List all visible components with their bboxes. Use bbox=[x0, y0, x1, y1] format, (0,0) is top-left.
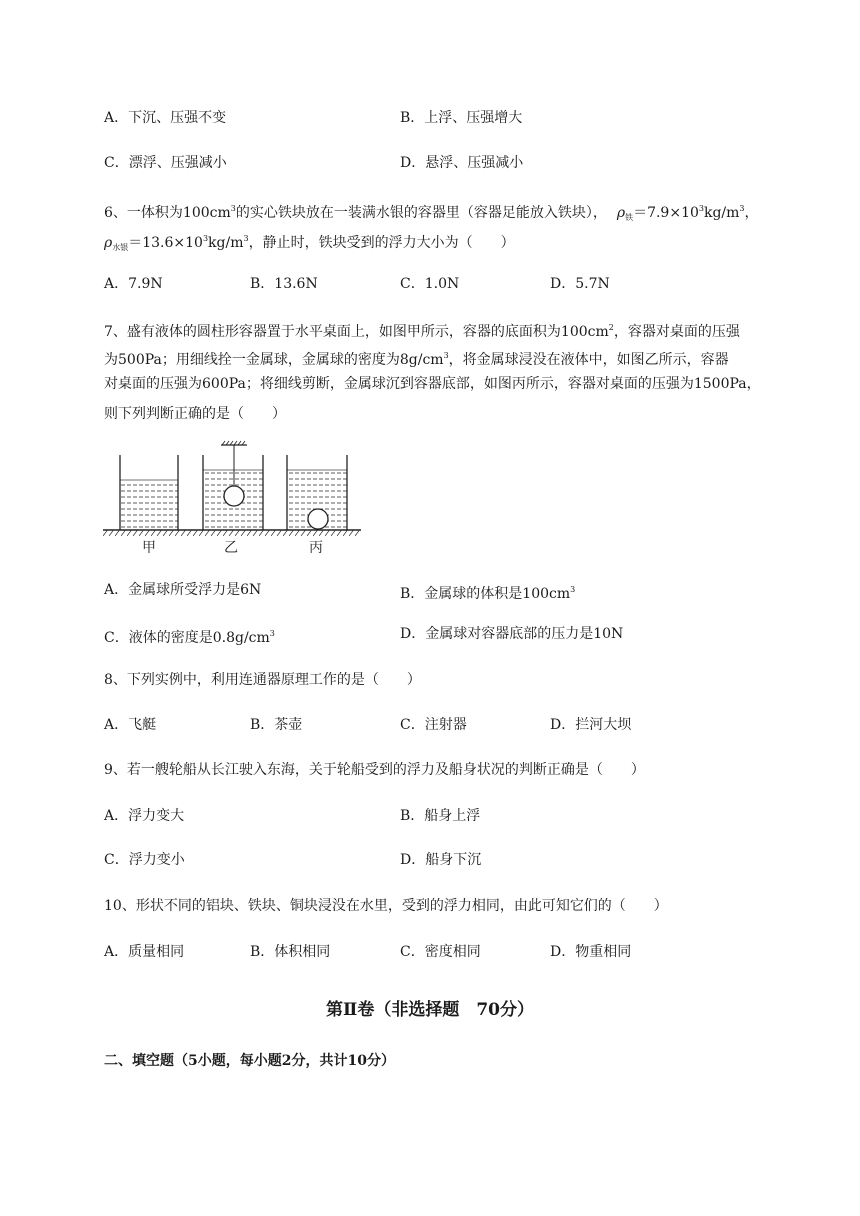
q7-option-d: D．金属球对容器底部的压力是10N bbox=[400, 626, 624, 642]
metal-ball-suspended bbox=[224, 486, 244, 506]
q5-option-c: C．漂浮、压强减小 bbox=[104, 155, 227, 171]
q9-option-b: B．船身上浮 bbox=[400, 808, 481, 824]
ground-hatch bbox=[103, 530, 361, 536]
figure-label-yi: 乙 bbox=[224, 540, 238, 556]
q7-option-a: A．金属球所受浮力是6N bbox=[104, 582, 262, 598]
section-title: 第Ⅱ卷（非选择题 70分） bbox=[326, 1000, 534, 1020]
q7-option-b: B．金属球的体积是$100cm^3$ bbox=[400, 585, 576, 602]
container-yi bbox=[203, 441, 263, 530]
q5-option-d: D．悬浮、压强减小 bbox=[400, 155, 524, 171]
q7-stem-line3: 对桌面的压强为600Pa；将细线剪断，金属球沉到容器底部，如图丙所示，容器对桌面的压强为1500Pa， bbox=[104, 376, 761, 392]
q9-stem: 9、若一艘轮船从长江驶入东海，关于轮船受到的浮力及船身状况的判断正确是（ ） bbox=[104, 762, 645, 778]
figure-label-bing: 丙 bbox=[309, 540, 323, 556]
q8-option-a: A．飞艇 bbox=[104, 717, 157, 733]
container-jia bbox=[120, 455, 178, 530]
metal-ball-bottom bbox=[308, 509, 328, 529]
q8-option-b: B．茶壶 bbox=[250, 717, 303, 733]
q7-option-c: C．液体的密度是$0.8g/cm^3$ bbox=[104, 629, 275, 646]
q10-option-a: A．质量相同 bbox=[104, 944, 185, 960]
q7-stem-line1: 7、盛有液体的圆柱形容器置于水平桌面上，如图甲所示，容器的底面积为$100cm^2$，容器对桌面的压强 bbox=[104, 323, 740, 340]
q10-option-b: B．体积相同 bbox=[250, 944, 331, 960]
q9-option-a: A．浮力变大 bbox=[104, 808, 185, 824]
q10-stem: 10、形状不同的铝块、铁块、铜块浸没在水里，受到的浮力相同，由此可知它们的（ ） bbox=[104, 898, 668, 914]
figure-label-jia: 甲 bbox=[142, 540, 156, 556]
container-bing bbox=[287, 455, 347, 530]
q7-stem-line4: 则下列判断正确的是（ ） bbox=[104, 406, 286, 422]
q6-option-b: B．13.6N bbox=[250, 276, 318, 292]
q6-stem-line1: 6、一体积为$100cm^3$的实心铁块放在一装满水银的容器里（容器足能放入铁块）， $\rho_铁=7.9\times 10^3kg/m^3$， bbox=[104, 204, 759, 222]
q8-option-c: C．注射器 bbox=[400, 717, 467, 733]
q10-option-d: D．物重相同 bbox=[550, 944, 632, 960]
q6-option-a: A．7.9N bbox=[104, 276, 163, 292]
q7-stem-line2: 为500Pa；用细线拴一金属球，金属球的密度为$8g/cm^3$，将金属球浸没在液体中，如图乙所示，容器 bbox=[104, 351, 729, 368]
q5-option-a: A．下沉、压强不变 bbox=[104, 110, 227, 126]
q10-option-c: C．密度相同 bbox=[400, 944, 481, 960]
q5-option-b: B．上浮、压强增大 bbox=[400, 110, 523, 126]
part-heading: 二、填空题（5小题，每小题2分，共计10分） bbox=[104, 1053, 395, 1069]
q6-option-d: D．5.7N bbox=[550, 276, 610, 292]
q7-container-figure bbox=[103, 440, 363, 560]
q8-stem: 8、下列实例中，利用连通器原理工作的是（ ） bbox=[104, 672, 421, 688]
q9-option-c: C．浮力变小 bbox=[104, 852, 185, 868]
q6-stem-line2: $\rho_{水银}=13.6\times 10^3kg/m^3$，静止时，铁块受到的浮力大小为（ ） bbox=[104, 234, 515, 252]
q6-option-c: C．1.0N bbox=[400, 276, 460, 292]
q8-option-d: D．拦河大坝 bbox=[550, 717, 632, 733]
q9-option-d: D．船身下沉 bbox=[400, 852, 482, 868]
